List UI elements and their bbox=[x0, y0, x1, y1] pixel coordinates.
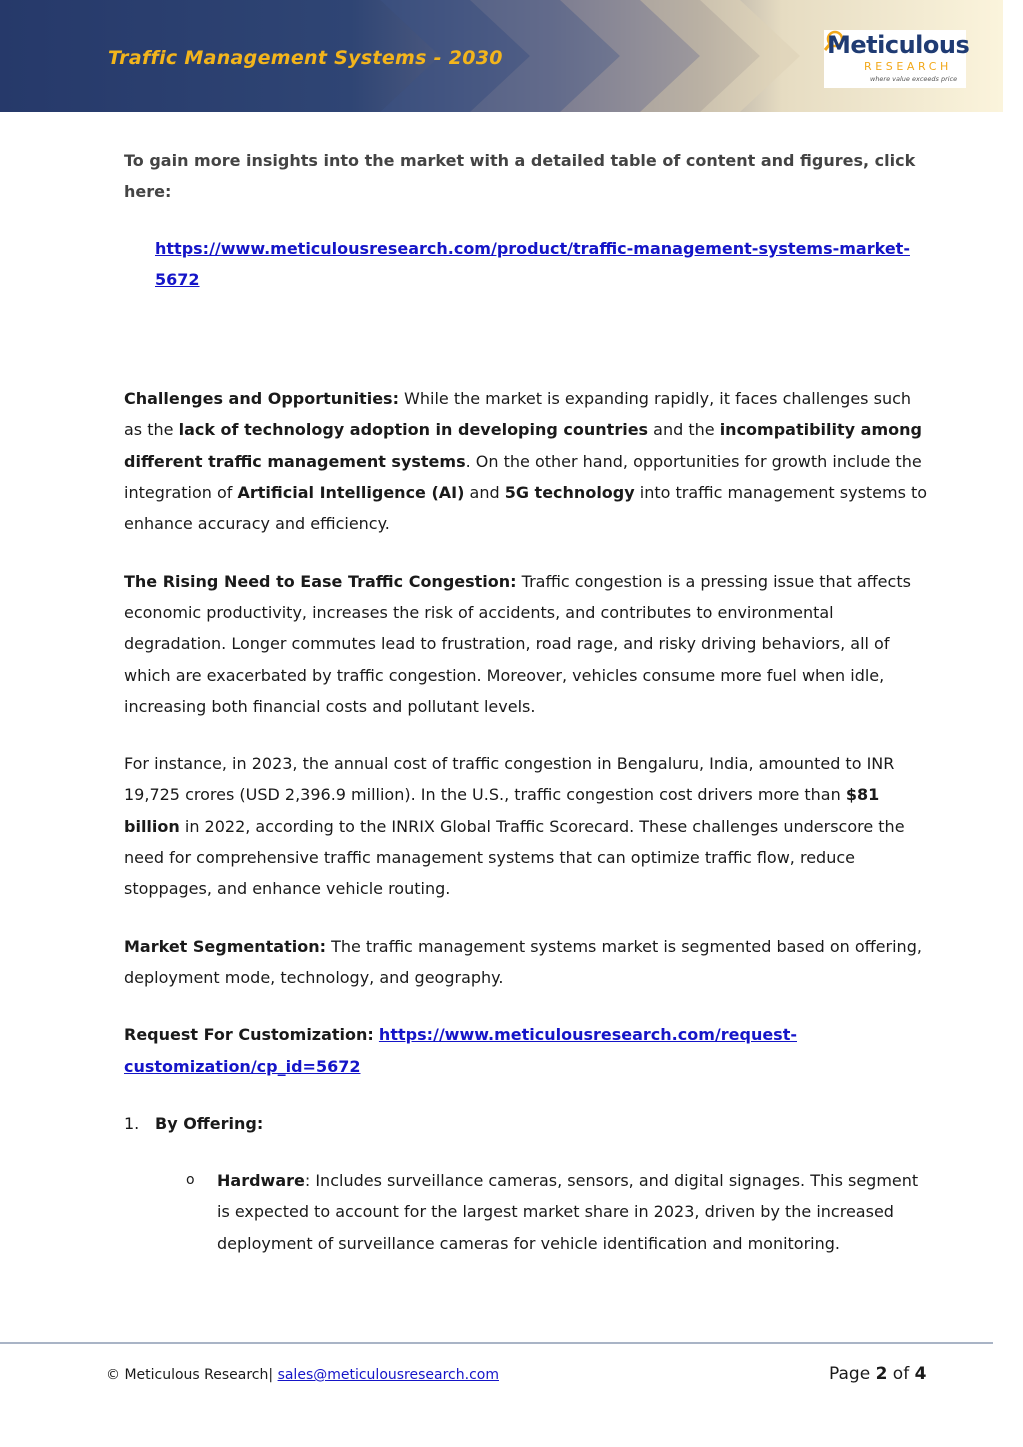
logo-wordmark: Meticulous bbox=[827, 31, 970, 59]
intro-text: To gain more insights into the market with a detailed table of content and figures, click here: bbox=[124, 151, 916, 202]
page-total: 4 bbox=[914, 1364, 927, 1384]
email-link[interactable]: sales@meticulousresearch.com bbox=[277, 1367, 499, 1383]
bullet-marker: o bbox=[186, 1172, 195, 1189]
page-current: 2 bbox=[875, 1364, 888, 1384]
product-link[interactable]: https://www.meticulousresearch.com/product/traffic-management-systems-market-5672 bbox=[155, 238, 910, 289]
challenges-text-3: . On the other hand, opportunities for growth include the integration of bbox=[124, 451, 922, 503]
instance-text-1: For instance, in 2023, the annual cost of traffic congestion in Bengaluru, India, amounted to INR 19,725 crores (USD 2,396.9 million). In the U.S., traffic congestion cost drivers more than bbox=[124, 754, 895, 805]
customization-paragraph bbox=[124, 1019, 929, 1082]
list-item-by-offering bbox=[124, 1108, 929, 1139]
footer-divider bbox=[0, 1342, 993, 1344]
congestion-heading: The Rising Need to Ease Traffic Congestion: bbox=[124, 571, 517, 591]
instance-text-2: in 2022, according to the INRIX Global Traffic Scorecard. These challenges underscore the need for comprehensive traffic management systems that can optimize traffic flow, reduce stoppages, and enhance vehicle routing. bbox=[124, 816, 905, 899]
page-mid: of bbox=[887, 1364, 915, 1384]
logo-subtitle: RESEARCH bbox=[864, 60, 952, 73]
challenges-text-4: and bbox=[464, 483, 505, 503]
bullet-item-hardware bbox=[186, 1165, 929, 1259]
page-number bbox=[829, 1364, 926, 1384]
page-prefix: Page bbox=[829, 1364, 876, 1384]
congestion-text: Traffic congestion is a pressing issue that affects economic productivity, increases the risk of accidents, and contributes to environmental degradation. Longer commutes lead to frustration, road rage, and risky driving behaviors, all of which are exacerbated by traffic congestion. Moreover, vehicles consume more fuel when idle, increasing both financial costs and pollutant levels. bbox=[124, 571, 911, 716]
copyright-text: © Meticulous Research| bbox=[106, 1367, 274, 1383]
instance-paragraph bbox=[124, 748, 929, 904]
challenges-bold-1: lack of technology adoption in developing countries bbox=[178, 420, 649, 440]
list-number: 1. bbox=[124, 1113, 140, 1133]
challenges-text-5: into traffic management systems to enhance accuracy and efficiency. bbox=[124, 483, 928, 534]
challenges-bold-2: incompatibility among different traffic management systems bbox=[124, 420, 922, 471]
segmentation-text: The traffic management systems market is segmented based on offering, deployment mode, technology, and geography. bbox=[124, 936, 922, 987]
product-link-block bbox=[124, 233, 929, 296]
challenges-text-1: While the market is expanding rapidly, it faces challenges such as the bbox=[124, 389, 912, 440]
bullet-heading: Hardware bbox=[217, 1171, 305, 1191]
page-header bbox=[0, 0, 1003, 112]
list-title: By Offering: bbox=[155, 1113, 264, 1133]
document-body bbox=[124, 145, 929, 1259]
instance-bold: $81 billion bbox=[124, 785, 880, 836]
challenges-bold-4: 5G technology bbox=[504, 483, 635, 503]
congestion-paragraph bbox=[124, 566, 929, 722]
logo-tagline: where value exceeds price bbox=[870, 75, 958, 83]
challenges-paragraph bbox=[124, 383, 929, 539]
customization-heading: Request For Customization: bbox=[124, 1025, 374, 1045]
segmentation-paragraph bbox=[124, 931, 929, 994]
challenges-heading: Challenges and Opportunities: bbox=[124, 389, 399, 409]
header-title: Traffic Management Systems - 2030 bbox=[108, 47, 503, 69]
footer-copyright bbox=[106, 1367, 499, 1383]
segmentation-heading: Market Segmentation: bbox=[124, 936, 326, 956]
challenges-bold-3: Artificial Intelligence (AI) bbox=[237, 483, 465, 503]
customization-link[interactable]: https://www.meticulousresearch.com/request-customization/cp_id=5672 bbox=[124, 1025, 797, 1076]
company-logo bbox=[824, 30, 970, 88]
challenges-text-2: and the bbox=[648, 420, 720, 440]
bullet-text: : Includes surveillance cameras, sensors, and digital signages. This segment is expected to account for the largest market share in 2023, driven by the increased deployment of surveillance cameras for vehicle identification and monitoring. bbox=[217, 1171, 919, 1253]
